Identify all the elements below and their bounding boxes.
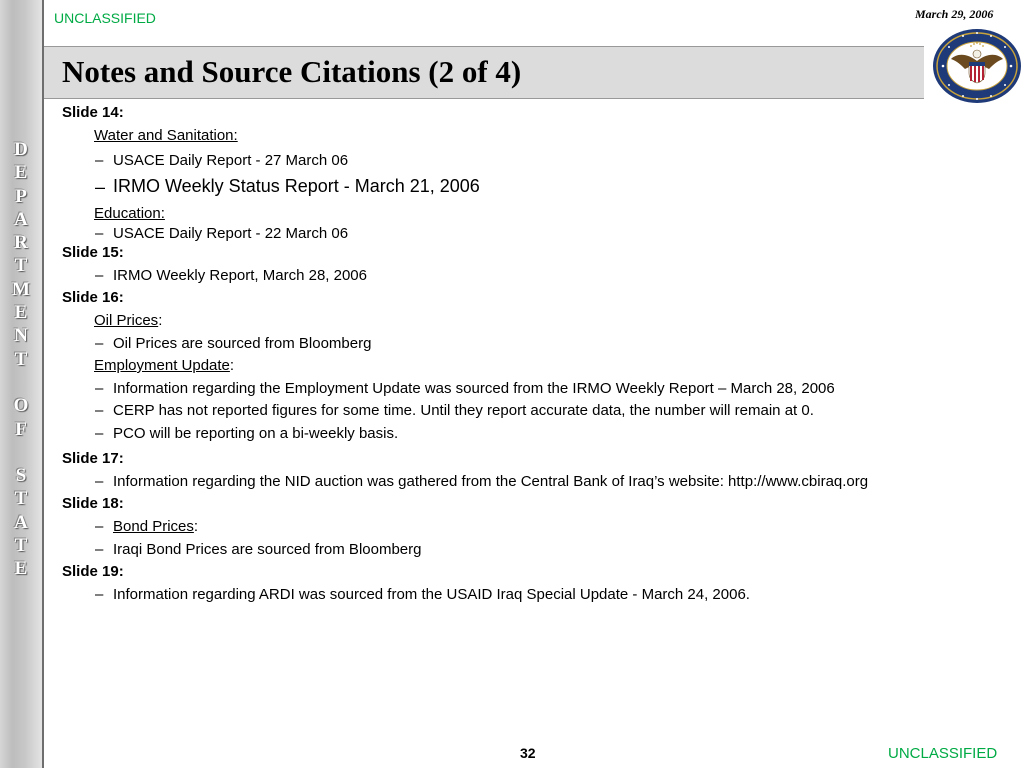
bond-prices-heading: Bond Prices (113, 518, 194, 535)
citation-item: Information regarding the NID auction was gathered from the Central Bank of Iraq’s website: http://www.cbiraq.org (113, 473, 869, 490)
citation-item: IRMO Weekly Status Report - March 21, 2006 (113, 176, 480, 196)
classification-label-top: UNCLASSIFIED (54, 10, 156, 26)
citation-item: PCO will be reporting on a bi-weekly basis. (113, 425, 399, 442)
page-number: 32 (520, 745, 536, 761)
sidebar-letter: N (14, 325, 28, 347)
sidebar-letter: T (14, 535, 28, 557)
sidebar-letter (0, 441, 42, 464)
heading-colon: : (158, 312, 163, 329)
bullet-dash: – (95, 177, 106, 197)
bullet-dash: – (95, 541, 104, 558)
sidebar-letter: T (14, 348, 28, 370)
bullet-dash: – (95, 225, 104, 242)
classification-label-bottom: UNCLASSIFIED (888, 745, 998, 762)
bullet-dash: – (95, 586, 104, 603)
citation-item: Information regarding ARDI was sourced from the USAID Iraq Special Update - March 24, 2006. (113, 586, 750, 603)
bullet-dash: – (95, 473, 104, 490)
sidebar-letter: T (14, 255, 28, 277)
sidebar-letter: R (14, 232, 28, 254)
employment-update-heading: Employment Update (94, 357, 230, 374)
slide-14-label: Slide 14: (62, 104, 124, 121)
bullet-dash: – (95, 380, 104, 397)
education-heading: Education: (94, 205, 165, 222)
bullet-dash: – (95, 402, 104, 419)
slide-16-label: Slide 16: (62, 289, 124, 306)
citation-item: USACE Daily Report - 27 March 06 (113, 152, 349, 169)
citation-item: IRMO Weekly Report, March 28, 2006 (113, 267, 367, 284)
bullet-dash: – (95, 425, 104, 442)
slide-date: March 29, 2006 (915, 7, 994, 21)
sidebar-letter: D (14, 139, 28, 160)
sidebar-letter: T (14, 488, 28, 510)
citation-item: Information regarding the Employment Update was sourced from the IRMO Weekly Report – March 28, 2006 (113, 380, 835, 397)
bond-prices-heading-line (113, 518, 198, 535)
heading-colon: : (229, 357, 235, 374)
sidebar-letter: F (15, 418, 27, 440)
sidebar-letter: E (14, 558, 28, 580)
slide-19-label: Slide 19: (62, 563, 124, 580)
heading-colon: : (193, 518, 199, 535)
page-title: Notes and Source Citations (2 of 4) (62, 54, 522, 89)
sidebar-letter: P (15, 185, 27, 207)
left-sidebar (0, 0, 44, 768)
sidebar-letter: E (14, 162, 28, 184)
slide-15-label: Slide 15: (62, 244, 124, 261)
citation-item: Oil Prices are sourced from Bloomberg (113, 335, 372, 352)
sidebar-letter: S (15, 465, 27, 487)
bullet-dash: – (95, 518, 104, 535)
citation-item: USACE Daily Report - 22 March 06 (113, 225, 349, 242)
citation-item: CERP has not reported figures for some time. Until they report accurate data, the number will remain at 0. (113, 402, 814, 419)
oil-prices-heading: Oil Prices (94, 312, 159, 329)
sidebar-letter: A (14, 511, 28, 533)
title-bar (44, 46, 924, 99)
department-of-state-vertical-text (0, 138, 42, 581)
bullet-dash: – (95, 335, 104, 352)
citation-item: Iraqi Bond Prices are sourced from Bloomberg (113, 541, 422, 558)
sidebar-letter: A (14, 208, 28, 230)
bullet-dash: – (95, 267, 104, 284)
sidebar-letter: O (13, 395, 29, 417)
water-sanitation-heading: Water and Sanitation: (94, 127, 238, 144)
slide-18-label: Slide 18: (62, 495, 124, 512)
sidebar-letter: E (14, 302, 28, 324)
bullet-dash: – (95, 152, 104, 169)
employment-update-heading-line (94, 357, 234, 374)
slide-17-label: Slide 17: (62, 450, 124, 467)
oil-prices-heading-line (94, 312, 162, 329)
department-of-state-seal-icon (931, 27, 1023, 105)
sidebar-letter (0, 371, 42, 394)
sidebar-letter: M (12, 278, 30, 300)
